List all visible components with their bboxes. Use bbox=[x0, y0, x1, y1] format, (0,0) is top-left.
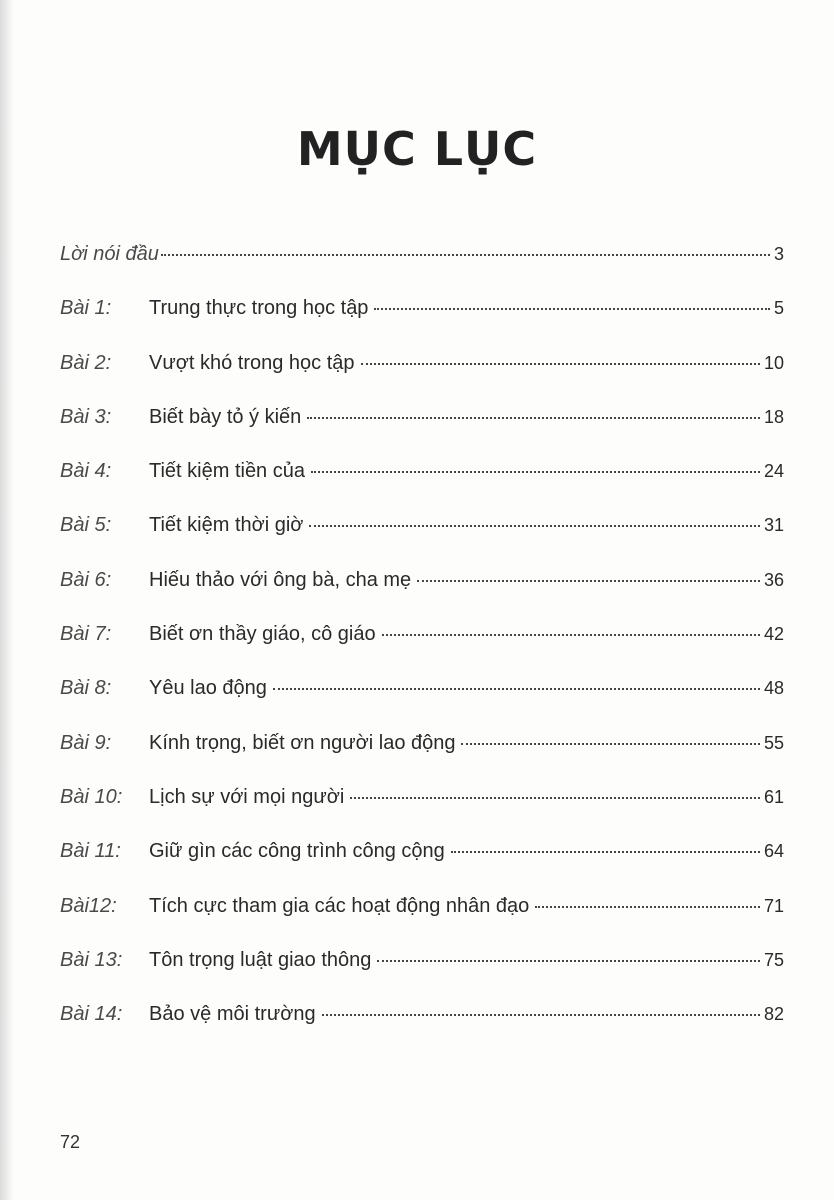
toc-page-number: 3 bbox=[773, 244, 784, 264]
toc-entry-label: Bài 14: bbox=[60, 1003, 123, 1026]
toc-entry-title: Hiếu thảo với ông bà, cha mẹ bbox=[149, 568, 412, 591]
toc-entry-label: Bài 3: bbox=[60, 405, 112, 428]
toc-entry-lesson-13[interactable] bbox=[60, 946, 784, 1000]
toc-entry-title: Lịch sự với mọi người bbox=[149, 785, 345, 808]
dot-leader bbox=[361, 363, 760, 365]
toc-page-number: 5 bbox=[773, 298, 784, 319]
toc-page-number: 64 bbox=[763, 841, 784, 862]
toc-entry-title: Vượt khó trong học tập bbox=[149, 351, 355, 374]
toc-entry-label: Lời nói đầu bbox=[60, 243, 159, 265]
toc-entry-title: Biết bày tỏ ý kiến bbox=[149, 405, 302, 428]
toc-entry-lesson-8[interactable] bbox=[60, 674, 784, 728]
toc-page-number: 18 bbox=[763, 406, 784, 427]
toc-page-number: 42 bbox=[763, 624, 784, 645]
toc-page-number: 48 bbox=[763, 678, 784, 699]
toc-entry-label: Bài 13: bbox=[60, 948, 123, 971]
toc-page-number: 82 bbox=[763, 1004, 784, 1025]
toc-entry-label: Bài 6: bbox=[60, 568, 112, 591]
toc-entry-lesson-12[interactable] bbox=[60, 892, 784, 946]
dot-leader bbox=[350, 797, 760, 799]
dot-leader bbox=[311, 471, 760, 473]
toc-entry-label: Bài 2: bbox=[60, 351, 112, 374]
toc-entry-lesson-9[interactable] bbox=[60, 729, 784, 783]
page-edge-shadow bbox=[0, 0, 14, 1200]
dot-leader bbox=[377, 960, 760, 962]
dot-leader bbox=[417, 580, 760, 582]
toc-entry-lesson-7[interactable] bbox=[60, 620, 784, 674]
toc-entry-title: Yêu lao động bbox=[149, 677, 267, 700]
toc-entry-label: Bài 1: bbox=[60, 297, 112, 320]
toc-entry-title: Tiết kiệm tiền của bbox=[149, 460, 305, 483]
toc-entry-label: Bài 5: bbox=[60, 514, 112, 537]
toc-entry-label: Bài 7: bbox=[60, 623, 112, 646]
toc-page-number: 10 bbox=[763, 352, 784, 373]
toc-entry-label: Bài12: bbox=[60, 894, 117, 917]
toc-entry-title: Trung thực trong học tập bbox=[149, 297, 369, 320]
dot-leader bbox=[309, 525, 760, 527]
toc-page-number: 75 bbox=[763, 949, 784, 970]
toc-entry-lesson-2[interactable] bbox=[60, 349, 784, 403]
dot-leader bbox=[461, 743, 759, 745]
toc-entry-title: Tiết kiệm thời giờ bbox=[149, 514, 304, 537]
toc-page-number: 31 bbox=[763, 515, 784, 536]
dot-leader bbox=[382, 634, 760, 636]
toc-entry-label: Bài 8: bbox=[60, 677, 112, 700]
toc-page-number: 61 bbox=[763, 786, 784, 807]
dot-leader bbox=[535, 906, 760, 908]
toc-entry-lesson-1[interactable] bbox=[60, 294, 784, 348]
dot-leader bbox=[322, 1014, 760, 1016]
toc-entry-lesson-6[interactable] bbox=[60, 566, 784, 620]
toc-entry-title: Giữ gìn các công trình công cộng bbox=[149, 840, 445, 863]
toc-entry-label: Bài 9: bbox=[60, 731, 112, 754]
toc-entry-label: Bài 10: bbox=[60, 785, 123, 808]
dot-leader bbox=[374, 308, 770, 310]
toc-page-number: 24 bbox=[763, 461, 784, 482]
toc-entry-lesson-5[interactable] bbox=[60, 511, 784, 565]
dot-leader bbox=[451, 851, 760, 853]
toc-entry-label: Bài 11: bbox=[60, 840, 121, 863]
dot-leader bbox=[273, 688, 760, 690]
footer-page-number: 72 bbox=[60, 1132, 81, 1152]
toc-entry-intro[interactable] bbox=[60, 240, 784, 294]
toc-entry-lesson-14[interactable] bbox=[60, 1000, 784, 1054]
toc-entry-title: Tôn trọng luật giao thông bbox=[149, 948, 372, 971]
toc-page-number: 71 bbox=[763, 895, 784, 916]
toc-entry-title: Tích cực tham gia các hoạt động nhân đạo bbox=[149, 894, 530, 917]
toc-page-number: 36 bbox=[763, 569, 784, 590]
table-of-contents bbox=[60, 240, 784, 1054]
toc-entry-title: Kính trọng, biết ơn người lao động bbox=[149, 731, 456, 754]
toc-entry-lesson-10[interactable] bbox=[60, 783, 784, 837]
page-title: MỤC LỤC bbox=[296, 122, 538, 176]
dot-leader bbox=[307, 417, 760, 419]
toc-entry-title: Biết ơn thầy giáo, cô giáo bbox=[149, 623, 376, 646]
toc-entry-label: Bài 4: bbox=[60, 460, 112, 483]
toc-page-number: 55 bbox=[763, 732, 784, 753]
toc-entry-lesson-11[interactable] bbox=[60, 837, 784, 891]
dot-leader bbox=[161, 254, 770, 256]
toc-entry-lesson-4[interactable] bbox=[60, 457, 784, 511]
toc-entry-title: Bảo vệ môi trường bbox=[149, 1003, 316, 1026]
toc-entry-lesson-3[interactable] bbox=[60, 403, 784, 457]
